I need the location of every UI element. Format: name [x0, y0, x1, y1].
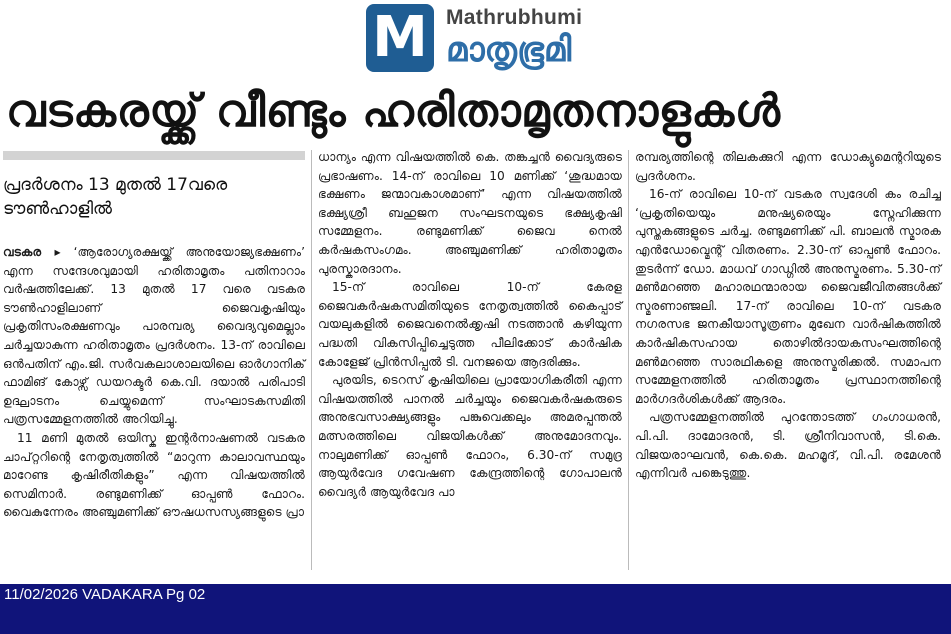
column-separator [628, 150, 629, 570]
article-subhead: പ്രദർശനം 13 മുതൽ 17വരെ ടൗൺഹാളിൽ [3, 175, 228, 219]
article-column-3 [635, 148, 941, 483]
brand-name-english: Mathrubhumi [446, 6, 583, 29]
column-separator [311, 150, 312, 570]
paragraph: 15-ന് രാവിലെ 10-ന് കേരള ജൈവകർഷകസമിതിയുടെ നേതൃത്വത്തിൽ കൈപ്പാട് വയലുകളിൽ ജൈവനെൽക്കൃഷി നടത്താൻ കഴിയുന്ന പദ്ധതി വികസിപ്പിച്ചെടുത്ത പീലിക്കോട് കാർഷിക കോളേജ് പ്രിൻസിപ്പൽ ടി. വനജയെ ആദരിക്കും. [318, 280, 622, 369]
edition-page-label: 11/02/2026 VADAKARA Pg 02 [4, 586, 206, 603]
mathrubhumi-logo-icon: M [366, 4, 434, 72]
dateline: വടകര ▸ [3, 245, 61, 259]
paragraph: ധാന്യം എന്ന വിഷയത്തിൽ കെ. തങ്കച്ചൻ വൈദ്യരുടെ പ്രഭാഷണം. 14-ന് രാവിലെ 10 മണിക്ക് ‘ശുദ്ധമായ ഭക്ഷണം ജന്മാവകാശമാണ്’ എന്ന വിഷയത്തിൽ ഭക്ഷ്യശ്രീ ബഹുജന സംഘടനയുടെ ഭക്ഷ്യകൃഷി സമ്മേളനം. രണ്ടുമണിക്ക് ജൈവ നെൽ കർഷകസംഗമം. അഞ്ചുമണിക്ക് ഹരിതാമൃതം പുരസ്കാരദാനം. [318, 150, 622, 276]
paragraph: പുരയിട, ടെറസ് കൃഷിയിലെ പ്രായോഗികരീതി എന്ന വിഷയത്തിൽ പാനൽ ചർച്ചയും ജൈവകർഷകരുടെ അനുഭവസാക്ഷ്യങ്ങളും പങ്കുവെക്കലും അമരപ്പന്തൽ മത്സരത്തിലെ വിജയികൾക്ക് അനുമോദനവും. നാലുമണിക്ക് ഓപ്പൺ ഫോറം, 6.30-ന് സമുദ്ര ആയുർവേദ ഗവേഷണ കേന്ദ്രത്തിന്റെ ഗോപാലൻ വൈദ്യർ ആയുർവേദ പാ [318, 373, 622, 499]
article-column-2 [318, 148, 622, 501]
paragraph: 16-ന് രാവിലെ 10-ന് വടകര സ്വദേശി കം രചിച്ച ‘പ്രകൃതിയെയും മനുഷ്യരെയും സ്നേഹിക്കുന്ന പുസ്തകങ്ങളുടെ ചർച്ച. രണ്ടുമണിക്ക് പി. ബാലൻ സ്മാരക എൻഡോവ്മെന്റ് വിതരണം. 2.30-ന് ഓപ്പൺ ഫോറം. തുടർന്ന് ഡോ. മാധവ് ഗാഡ്ഗിൽ അനുസ്മരണം. 5.30-ന് മൺമറഞ്ഞ മഹാരഥന്മാരായ ജൈവജീവിതങ്ങൾക്ക് സ്മരണാഞ്ജലി. 17-ന് രാവിലെ 10-ന് വടകര നഗരസഭ ജനകീയാസൂത്രണം മുഖേന വാർഷികത്തിൽ കാർഷികസഹായ തൊഴിൽദായകസംഘത്തിന്റെ മൺമറഞ്ഞ സാരഥികളെ അനുസ്മരിക്കൽ. സമാപന സമ്മേളനത്തിൽ ഹരിതാമൃതം പ്രസ്ഥാനത്തിന്റെ മാർഗദർശികൾക്ക് ആദരം. [635, 187, 941, 406]
paragraph: 11 മണി മുതൽ ഒയിസ്ക ഇന്റർനാഷണൽ വടകര ചാപ്റ്ററിന്റെ നേതൃത്വത്തിൽ “മാറുന്ന കാലാവസ്ഥയും മാറേണ്ട കൃഷിരീതികളും” എന്ന വിഷയത്തിൽ സെമിനാർ. രണ്ടുമണിക്ക് ഓപ്പൺ ഫോറം. വൈകുന്നേരം അഞ്ചുമണിക്ക് ഔഷധസസ്യങ്ങളുടെ പ്രാ [3, 430, 305, 520]
article-headline: വടകരയ്ക്ക് വീണ്ടും ഹരിതാമൃതനാളുകൾ [6, 84, 781, 137]
page-footer-bar [0, 584, 951, 634]
column-divider-bar [3, 151, 305, 160]
paragraph: പത്രസമ്മേളനത്തിൽ പുറന്തോടത്ത് ഗംഗാധരൻ, പി.പി. ദാമോദരൻ, ടി. ശ്രീനിവാസൻ, ടി.കെ. വിജയരാഘവൻ, കെ.കെ. മഹമൂദ്, വി.പി. രമേശൻ എന്നിവർ പങ്കെടുത്തു. [635, 410, 941, 481]
masthead [366, 2, 666, 72]
paragraph-text: ‘ആരോഗ്യരക്ഷയ്ക്ക് അനുയോജ്യഭക്ഷണം’ എന്ന സന്ദേശവുമായി ഹരിതാമൃതം പതിനാറാം വർഷത്തിലേക്ക്. 13 മുതൽ 17 വരെ വടകര ടൗൺഹാളിലാണ് ജൈവകൃഷിയും പ്രകൃതിസംരക്ഷണവും പാരമ്പര്യ വൈദ്യവുമെല്ലാം ചർച്ചയാകുന്ന ഹരിതാമൃതം പ്രദർശനം. 13-ന് രാവിലെ ഒൻപതിന് എം.ജി. സർവകലാശാലയിലെ ഓർഗാനിക് ഫാമിങ് കോഴ്സ് ഡയറക്ടർ കെ.വി. ദയാൽ പരിപാടി ഉദ്ഘാടനം ചെയ്യുമെന്ന് സംഘാടകസമിതി പത്രസമ്മേളനത്തിൽ അറിയിച്ചു. [3, 245, 306, 427]
article-column-1 [3, 243, 305, 522]
brand-name-malayalam: മാതൃഭൂമി [446, 30, 572, 70]
paragraph [3, 243, 305, 429]
paragraph: രമ്പര്യത്തിന്റെ തിലകക്കുറി എന്ന ഡോക്യുമെന്ററിയുടെ പ്രദർശനം. [635, 150, 941, 183]
